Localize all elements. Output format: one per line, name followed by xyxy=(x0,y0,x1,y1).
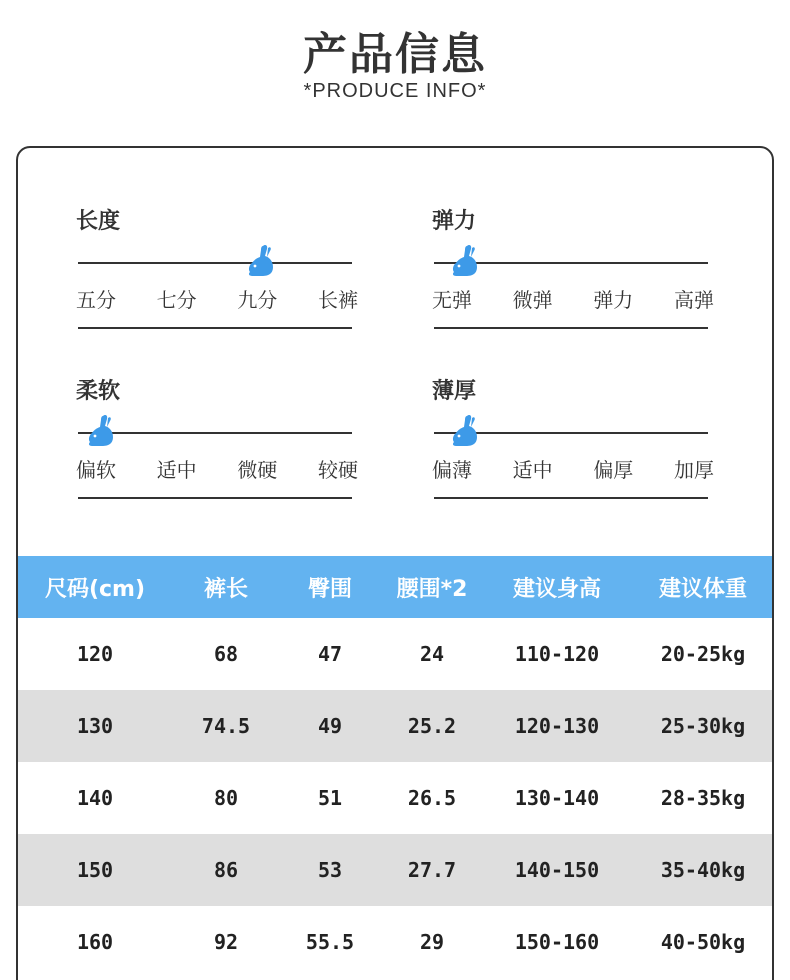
table-cell: 68 xyxy=(213,642,239,666)
table-cell: 51 xyxy=(317,786,343,810)
table-cell: 160 xyxy=(76,930,114,954)
header-waist: 腰围*2 xyxy=(396,576,468,602)
table-cell: 80 xyxy=(213,786,239,810)
attribute-option: 适中 xyxy=(156,458,197,482)
table-row xyxy=(18,618,774,690)
table-cell: 47 xyxy=(317,642,343,666)
table-cell: 25.2 xyxy=(407,714,457,738)
attribute-divider xyxy=(434,327,708,329)
table-cell: 150 xyxy=(76,858,114,882)
table-cell: 150-160 xyxy=(514,930,600,954)
table-cell: 140-150 xyxy=(514,858,600,882)
attribute-scale-line xyxy=(78,432,352,434)
attribute-option: 五分 xyxy=(76,288,116,312)
attribute-option: 偏软 xyxy=(76,458,116,482)
header-height: 建议身高 xyxy=(512,576,601,602)
attribute-divider xyxy=(78,327,352,329)
attribute-thickness xyxy=(432,374,714,504)
attribute-length xyxy=(76,204,358,334)
table-cell: 28-35kg xyxy=(660,786,746,810)
header-weight: 建议体重 xyxy=(658,576,747,602)
attribute-option: 弹力 xyxy=(593,288,634,312)
attribute-divider xyxy=(434,497,708,499)
table-cell: 120 xyxy=(76,642,114,666)
attribute-softness xyxy=(76,374,358,504)
attribute-elasticity xyxy=(432,204,714,334)
attribute-option: 偏厚 xyxy=(593,458,634,482)
attribute-title: 弹力 xyxy=(432,209,477,234)
table-row xyxy=(18,906,774,978)
attribute-option: 加厚 xyxy=(673,458,714,482)
header-pants-length: 裤长 xyxy=(203,576,248,602)
attribute-option: 较硬 xyxy=(317,458,358,482)
attribute-title: 薄厚 xyxy=(432,379,477,404)
attribute-option: 微硬 xyxy=(237,458,278,482)
table-cell: 86 xyxy=(213,858,239,882)
size-table xyxy=(18,556,774,978)
table-cell: 49 xyxy=(317,714,343,738)
table-cell: 35-40kg xyxy=(660,858,746,882)
rabbit-icon xyxy=(450,244,480,278)
attribute-scale-line xyxy=(78,262,352,264)
table-cell: 25-30kg xyxy=(660,714,746,738)
rabbit-icon xyxy=(450,414,480,448)
header-hip: 臀围 xyxy=(307,576,352,602)
attribute-option: 微弹 xyxy=(512,288,553,312)
rabbit-icon xyxy=(86,414,116,448)
attribute-options xyxy=(432,454,722,483)
attribute-option: 偏薄 xyxy=(432,458,472,482)
table-row xyxy=(18,690,774,762)
attribute-options xyxy=(432,284,722,313)
attribute-option: 九分 xyxy=(237,288,278,312)
table-cell: 130-140 xyxy=(514,786,600,810)
attribute-title: 长度 xyxy=(76,209,121,234)
product-info-card xyxy=(16,146,774,980)
table-cell: 26.5 xyxy=(407,786,457,810)
table-cell: 120-130 xyxy=(514,714,600,738)
table-row xyxy=(18,762,774,834)
attribute-options xyxy=(76,454,366,483)
rabbit-icon xyxy=(246,244,276,278)
table-cell: 29 xyxy=(419,930,445,954)
table-cell: 130 xyxy=(76,714,114,738)
attribute-option: 无弹 xyxy=(432,288,472,312)
attribute-divider xyxy=(78,497,352,499)
table-cell: 140 xyxy=(76,786,114,810)
table-cell: 53 xyxy=(317,858,343,882)
attribute-title: 柔软 xyxy=(76,379,121,404)
table-cell: 74.5 xyxy=(201,714,251,738)
table-row xyxy=(18,834,774,906)
attribute-option: 长裤 xyxy=(317,288,358,312)
table-cell: 92 xyxy=(213,930,239,954)
attribute-option: 七分 xyxy=(156,288,197,312)
page-subtitle: *PRODUCE INFO* xyxy=(303,80,487,102)
attribute-option: 适中 xyxy=(512,458,553,482)
attribute-option: 高弹 xyxy=(673,288,714,312)
attribute-options xyxy=(76,284,366,313)
page-title: 产品信息 xyxy=(303,29,487,80)
table-cell: 27.7 xyxy=(407,858,457,882)
size-table-header xyxy=(18,556,774,618)
table-cell: 40-50kg xyxy=(660,930,746,954)
table-cell: 110-120 xyxy=(514,642,600,666)
header-size: 尺码(cm) xyxy=(44,576,146,602)
table-cell: 55.5 xyxy=(305,930,355,954)
table-cell: 20-25kg xyxy=(660,642,746,666)
table-cell: 24 xyxy=(419,642,445,666)
